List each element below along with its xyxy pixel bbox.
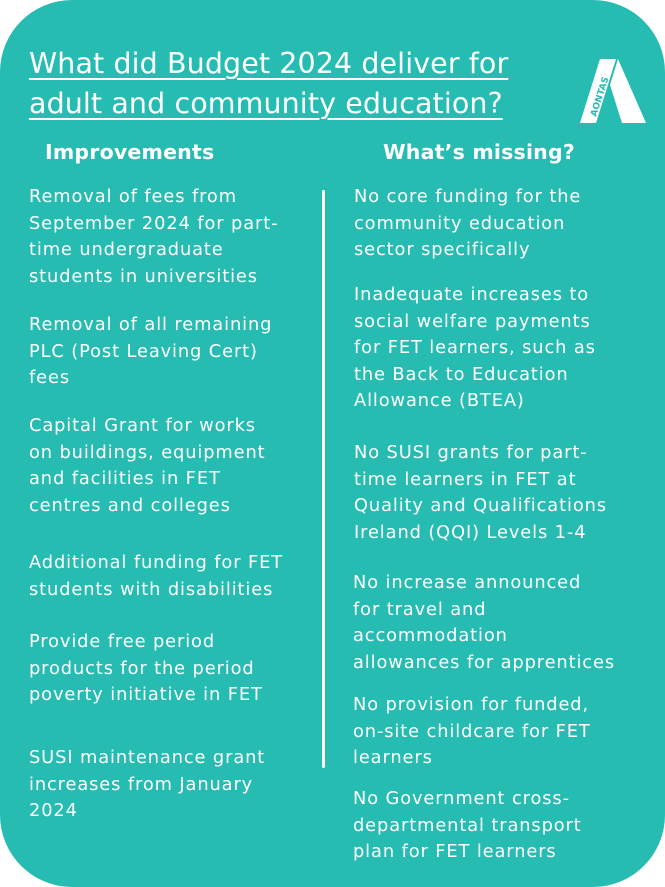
missing-item: No core funding for the community education sector specifically	[354, 186, 582, 260]
svg-text:AONTAS: AONTAS	[589, 75, 612, 118]
improvement-item: Capital Grant for works on buildings, equipment and facilities in FET centres and colleges	[29, 415, 266, 516]
improvement-item: Removal of all remaining PLC (Post Leaving Cert) fees	[29, 314, 273, 388]
missing-item: No increase announced for travel and accommodation allowances for apprentices	[353, 572, 615, 673]
title-line-2: adult and community education?	[29, 87, 503, 120]
page-title	[29, 44, 549, 124]
improvement-item: Removal of fees from September 2024 for part- time undergraduate students in universities	[29, 186, 279, 287]
improvement-item: Provide free period products for the period poverty initiative in FET	[29, 631, 263, 705]
column-divider	[322, 190, 325, 768]
missing-item: No Government cross- departmental transport plan for FET learners	[353, 788, 582, 862]
missing-item: Inadequate increases to social welfare payments for FET learners, such as the Back to Education Allowance (BTEA)	[354, 284, 596, 411]
improvement-item: Additional funding for FET students with disabilities	[29, 552, 283, 600]
improvement-item: SUSI maintenance grant increases from January 2024	[29, 747, 266, 821]
missing-item: No provision for funded, on-site childcare for FET learners	[353, 694, 591, 768]
title-line-1: What did Budget 2024 deliver for	[29, 47, 509, 80]
improvements-heading: Improvements	[45, 140, 215, 164]
missing-item: No SUSI grants for part- time learners in FET at Quality and Qualifications Ireland (QQI) Levels 1-4	[354, 442, 607, 543]
aontas-a-logo-icon	[580, 55, 646, 123]
whats-missing-heading: What’s missing?	[383, 140, 575, 164]
